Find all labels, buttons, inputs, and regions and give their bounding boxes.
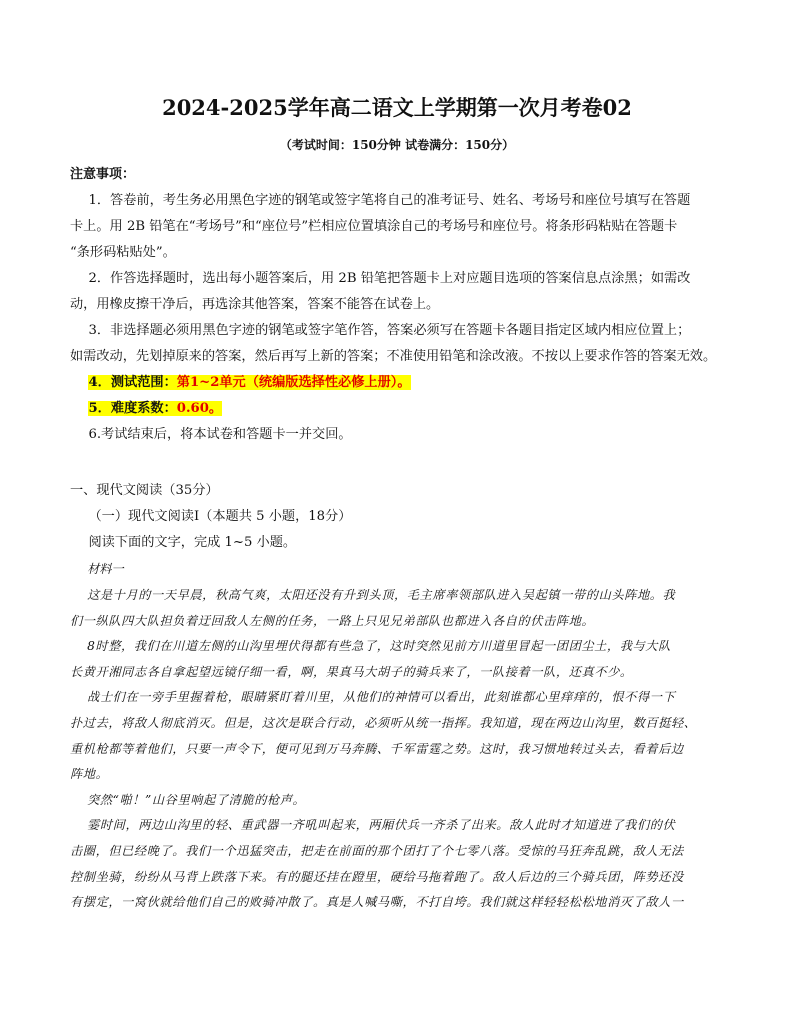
test-scope-value: 第1~2单元（统编版选择性必修上册）。 bbox=[176, 375, 411, 390]
passage-line: 战士们在一旁手里握着枪，眼睛紧盯着川里，从他们的神情可以看出，此刻谁都心里痒痒的，恨不得一下 bbox=[87, 690, 676, 705]
notice-item-1-line-1: 1．答卷前，考生务必用黑色字迹的钢笔或签字笔将自己的准考证号、姓名、考场号和座位号填写在答题 bbox=[88, 193, 691, 208]
notice-item-3-line-2: 如需改动，先划掉原来的答案，然后再写上新的答案；不准使用铅笔和涂改液。不按以上要求作答的答案无效。 bbox=[70, 349, 717, 364]
passage-line: 扑过去，将敌人彻底消灭。但是，这次是联合行动，必须听从统一指挥。我知道，现在两边山沟里，数百挺轻、 bbox=[70, 715, 697, 730]
notice-item-6: 6.考试结束后，将本试卷和答题卡一并交回。 bbox=[88, 427, 352, 442]
passage-line: 突然“啪！”山谷里响起了清脆的枪声。 bbox=[87, 792, 306, 807]
passage-line: 有摆定，一窝伙就给他们自己的败骑冲散了。真是人喊马嘶，不打自垮。我们就这样轻轻松松地消灭了敌人一 bbox=[70, 895, 684, 910]
page-title: 2024-2025学年高二语文上学期第一次月考卷02 bbox=[162, 95, 632, 120]
passage-line: 重机枪都等着他们，只要一声令下，便可见到万马奔腾、千军雷霆之势。这时，我习惯地转过头去，看着后边 bbox=[70, 741, 684, 756]
passage-line: 8时整，我们在川道左侧的山沟里埋伏得都有些急了，这时突然见前方川道里冒起一团团尘土，我与大队 bbox=[87, 639, 671, 654]
notice-item-5 bbox=[70, 396, 730, 422]
difficulty-value: 0.60。 bbox=[176, 401, 223, 416]
reading-passage bbox=[70, 583, 730, 916]
reading-section bbox=[70, 478, 730, 582]
passage-line: 阵地。 bbox=[70, 767, 109, 782]
difficulty-label: 5．难度系数： bbox=[88, 401, 177, 416]
notice-heading: 注意事项： bbox=[70, 167, 136, 182]
notice-section bbox=[70, 162, 730, 448]
reading-instruction: 阅读下面的文字，完成 1~5 小题。 bbox=[88, 535, 297, 550]
passage-line: 控制坐骑，纷纷从马背上跌落下来。有的腿还挂在蹬里，硬给马拖着跑了。敌人后边的三个骑兵团，阵势还没 bbox=[70, 869, 684, 884]
subsection-heading: （一）现代文阅读Ⅰ（本题共 5 小题，18分） bbox=[88, 509, 352, 524]
notice-item-1-line-2: 卡上。用 2B 铅笔在“考场号”和“座位号”栏相应位置填涂自己的考场号和座位号。将条形码粘贴在答题卡 bbox=[70, 219, 678, 234]
notice-item-2-line-2: 动，用橡皮擦干净后，再选涂其他答案，答案不能答在试卷上。 bbox=[70, 297, 440, 312]
passage-line: 霎时间，两边山沟里的轻、重武器一齐吼叫起来，两厢伏兵一齐杀了出来。敌人此时才知道进了我们的伏 bbox=[87, 818, 676, 833]
passage-line: 这是十月的一天早晨，秋高气爽，太阳还没有升到头顶，毛主席率领部队进入吴起镇一带的山头阵地。我 bbox=[87, 588, 676, 602]
passage-line: 们一纵队四大队担负着迂回敌人左侧的任务，一路上只见兄弟部队也都进入各自的伏击阵地。 bbox=[70, 613, 595, 628]
notice-item-2-line-1: 2．作答选择题时，选出每小题答案后，用 2B 铅笔把答题卡上对应题目选项的答案信息点涂黑；如需改 bbox=[88, 271, 691, 286]
exam-info-subtitle: （考试时间：150分钟 试卷满分：150分） bbox=[279, 138, 515, 152]
passage-line: 击圈，但已经晚了。我们一个迅猛突击，把走在前面的那个团打了个七零八落。受惊的马狂奔乱跳，敌人无法 bbox=[70, 843, 684, 858]
passage-line: 长黄开湘同志各自拿起望远镜仔细一看，啊，果真马大胡子的骑兵来了，一队接着一队，还真不少。 bbox=[70, 664, 633, 679]
test-scope-label: 4．测试范围： bbox=[88, 375, 177, 390]
section-heading: 一、现代文阅读（35分） bbox=[70, 483, 219, 498]
notice-item-3-line-1: 3．非选择题必须用黑色字迹的钢笔或签字笔作答，答案必须写在答题卡各题目指定区域内相应位置上； bbox=[88, 323, 691, 338]
notice-item-1-line-3: “条形码粘贴处”。 bbox=[70, 245, 176, 260]
material-label: 材料一 bbox=[87, 562, 124, 576]
notice-item-4 bbox=[70, 370, 730, 396]
